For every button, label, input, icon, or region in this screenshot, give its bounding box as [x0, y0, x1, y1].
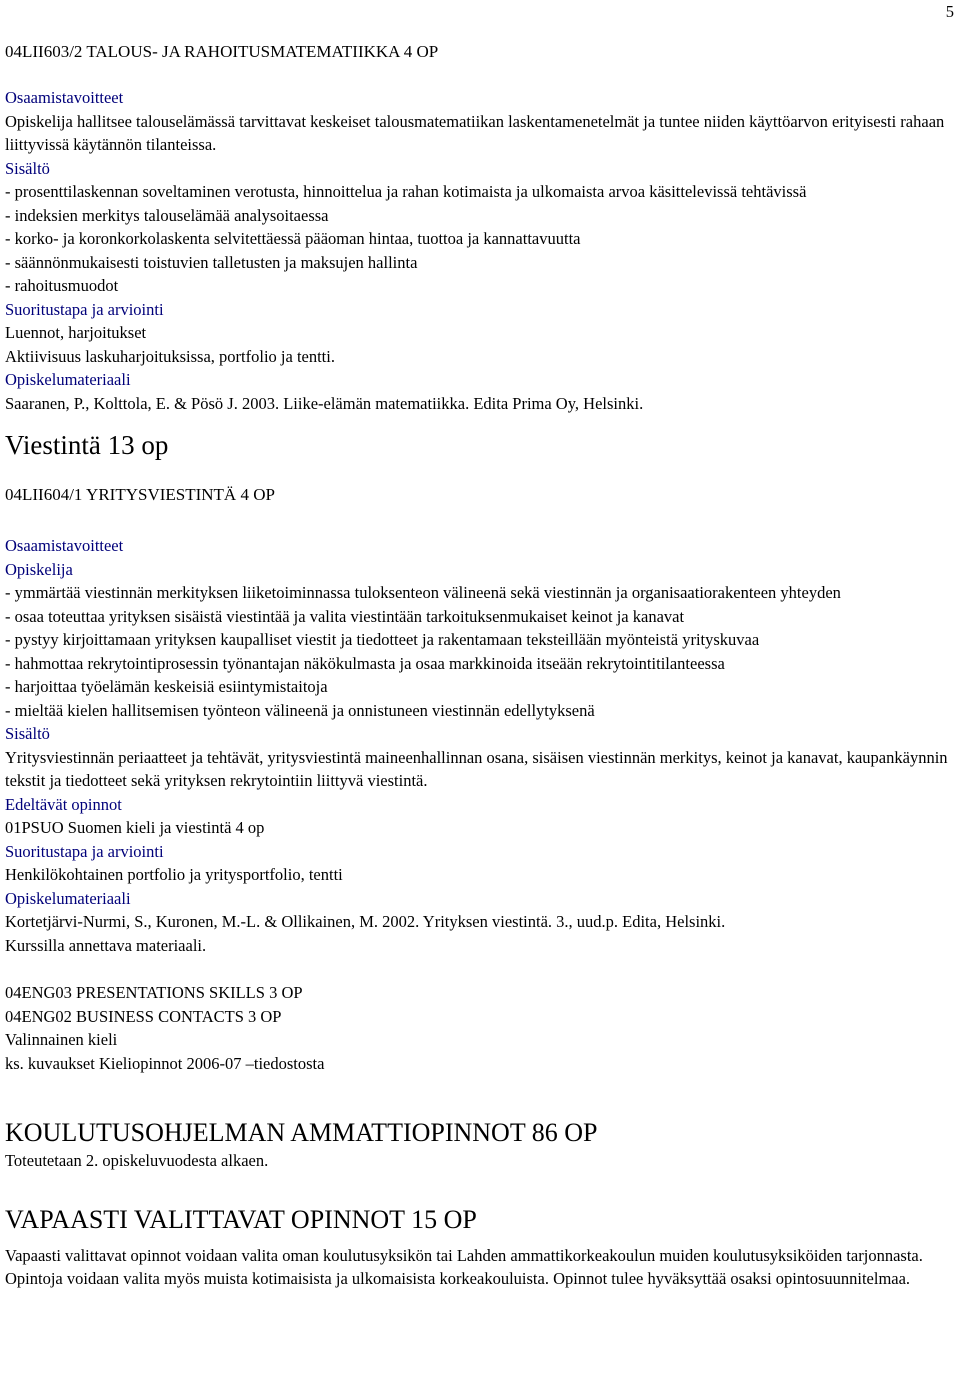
- list-item: - harjoittaa työelämän keskeisiä esiintymistaitoja: [5, 677, 328, 696]
- assessment-text: Henkilökohtainen portfolio ja yritysportfolio, tentti: [5, 865, 343, 884]
- study-material-line: Kurssilla annettava materiaali.: [5, 935, 207, 955]
- section-label-edeltavat-opinnot: Edeltävät opinnot: [5, 794, 122, 814]
- objectives-intro: Opiskelija: [5, 559, 73, 579]
- list-item: - indeksien merkitys talouselämää analysoitaessa: [5, 205, 329, 225]
- language-courses: [5, 981, 957, 1075]
- prerequisites-text: 01PSUO Suomen kieli ja viestintä 4 op: [5, 818, 265, 837]
- content-text: Yritysviestinnän periaatteet ja tehtävät, yritysviestintä maineenhallinnan osana, sisäisen viestinnän merkitys, keinot ja kanavat, kaupankäynnin tekstit ja tiedotteet sekä yrityksen rekrytointiin liittyvä viestintä.: [5, 747, 948, 790]
- course-title: 04LII604/1 YRITYSVIESTINTÄ 4 OP: [5, 485, 275, 504]
- content-list: [5, 180, 957, 298]
- section-heading-vapaasti-valittavat: VAPAASTI VALITTAVAT OPINNOT 15 OP: [5, 1204, 477, 1234]
- page-number: 5: [945, 2, 954, 21]
- section-label-opiskelumateriaali: Opiskelumateriaali: [5, 370, 131, 389]
- section-label-suoritustapa: Suoritustapa ja arviointi: [5, 841, 164, 861]
- section-label-sisalto: Sisältö: [5, 724, 50, 743]
- section-heading-viestinta: Viestintä 13 op: [5, 430, 169, 460]
- section-label-suoritustapa: Suoritustapa ja arviointi: [5, 299, 164, 319]
- document-body: [5, 40, 957, 1291]
- assessment-line: Luennot, harjoitukset: [5, 323, 147, 342]
- assessment-line: Aktiivisuus laskuharjoituksissa, portfolio ja tentti.: [5, 346, 335, 366]
- list-item: - ymmärtää viestinnän merkityksen liiketoiminnassa tuloksenteon välineenä sekä viestinnän ja organisaatiorakenteen yhteyden: [5, 583, 841, 602]
- section-label-sisalto: Sisältö: [5, 158, 50, 178]
- vapaasti-text: Vapaasti valittavat opinnot voidaan valita oman koulutusyksikön tai Lahden ammattikorkeakoulun muiden koulutusyksiköiden tarjonnasta. Opintoja voidaan valita myös muista kotimaisista ja ulkomaisista korkeakouluista. Opinnot tulee hyväksyttää osaksi opintosuunnitelmaa.: [5, 1245, 923, 1288]
- list-item: - osaa toteuttaa yrityksen sisäistä viestintää ja valita viestintään tarkoituksenmukaiset keinot ja kanavat: [5, 606, 685, 626]
- study-material-line: Kortetjärvi-Nurmi, S., Kuronen, M.-L. & Ollikainen, M. 2002. Yrityksen viestintä. 3., uud.p. Edita, Helsinki.: [5, 912, 726, 931]
- language-course-line: Valinnainen kieli: [5, 1030, 118, 1049]
- list-item: - rahoitusmuodot: [5, 276, 119, 295]
- learning-objectives-text: Opiskelija hallitsee talouselämässä tarvittavat keskeiset talousmatematiikan laskentamenetelmät ja tuntee niiden käyttöarvon erityisesti rahaan liittyvissä käytännön tilanteissa.: [5, 111, 945, 154]
- objectives-list: [5, 581, 957, 722]
- ammattiopinnot-text: Toteutetaan 2. opiskeluvuodesta alkaen.: [5, 1151, 269, 1170]
- study-material-text: Saaranen, P., Kolttola, E. & Pösö J. 2003. Liike-elämän matematiikka. Edita Prima Oy, Helsinki.: [5, 393, 644, 413]
- list-item: - hahmottaa rekrytointiprosessin työnantajan näkökulmasta ja osaa markkinoida itseään rekrytointitilanteessa: [5, 653, 725, 673]
- section-label-osaamistavoitteet: Osaamistavoitteet: [5, 536, 124, 555]
- course-title: 04LII603/2 TALOUS- JA RAHOITUSMATEMATIIKKA 4 OP: [5, 42, 439, 61]
- section-label-osaamistavoitteet: Osaamistavoitteet: [5, 88, 124, 107]
- section-label-opiskelumateriaali: Opiskelumateriaali: [5, 888, 131, 908]
- language-course-line: 04ENG02 BUSINESS CONTACTS 3 OP: [5, 1006, 282, 1026]
- list-item: - mieltää kielen hallitsemisen työnteon välineenä ja onnistuneen viestinnän edellytyksenä: [5, 700, 595, 720]
- section-heading-ammattiopinnot: KOULUTUSOHJELMAN AMMATTIOPINNOT 86 OP: [5, 1118, 598, 1147]
- language-course-line: ks. kuvaukset Kieliopinnot 2006-07 –tiedostosta: [5, 1053, 325, 1073]
- language-course-line: 04ENG03 PRESENTATIONS SKILLS 3 OP: [5, 983, 303, 1002]
- list-item: - pystyy kirjoittamaan yrityksen kaupalliset viestit ja tiedotteet ja rakentamaan teksteillään myönteistä yrityskuvaa: [5, 630, 760, 649]
- list-item: - säännönmukaisesti toistuvien talletusten ja maksujen hallinta: [5, 252, 418, 272]
- list-item: - korko- ja koronkorkolaskenta selvitettäessä pääoman hintaa, tuottoa ja kannattavuutta: [5, 229, 581, 248]
- list-item: - prosenttilaskennan soveltaminen verotusta, hinnoittelua ja rahan kotimaista ja ulkomaista arvoa käsittelevissä tehtävissä: [5, 182, 807, 201]
